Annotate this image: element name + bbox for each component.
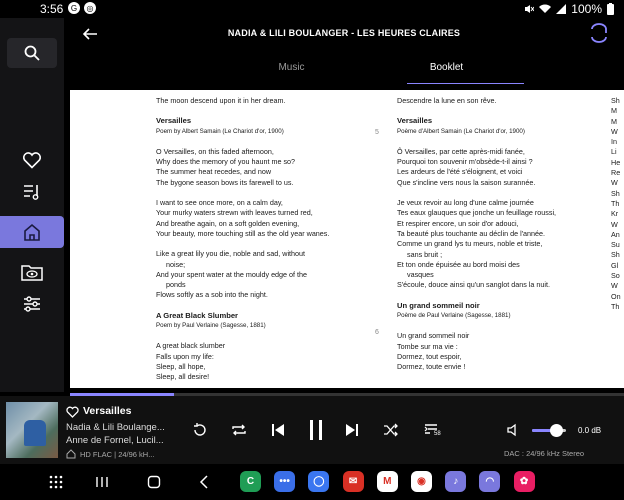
poem-credit: Poème de Paul Verlaine (Sagesse, 1881) bbox=[397, 312, 511, 320]
status-right bbox=[524, 2, 614, 16]
google-notification-icon: G bbox=[68, 2, 80, 14]
playlist-icon bbox=[22, 182, 42, 202]
status-bar bbox=[0, 0, 624, 18]
home-pill-icon bbox=[147, 475, 161, 489]
edge-fragment: He bbox=[611, 157, 621, 167]
mail-app[interactable] bbox=[343, 471, 364, 492]
pause-button[interactable] bbox=[304, 420, 328, 440]
replay-icon bbox=[192, 422, 208, 438]
poem-credit: Poem by Albert Samain (Le Chariot d'or, 1900) bbox=[156, 127, 284, 135]
poem-line: The moon descend upon it in her dream. bbox=[156, 96, 286, 105]
settings-button[interactable] bbox=[18, 290, 46, 318]
track-title: Versailles bbox=[83, 405, 132, 417]
poem-line: Sleep, all hope, bbox=[156, 361, 206, 371]
track-artist: Nadia & Lili Boulange... bbox=[66, 422, 165, 433]
edge-fragment: Th bbox=[611, 301, 620, 311]
like-heart-icon[interactable] bbox=[66, 406, 79, 418]
mail-icon: ✉ bbox=[348, 476, 358, 487]
poem-line: A great black slumber bbox=[156, 341, 226, 351]
repeat-button[interactable] bbox=[229, 420, 249, 440]
recents-button[interactable] bbox=[92, 472, 112, 492]
tab-booklet[interactable]: Booklet bbox=[369, 54, 524, 84]
messages-icon: ••• bbox=[279, 476, 290, 487]
poem-credit: Poème d'Albert Samain (Le Chariot d'or, 1900) bbox=[397, 127, 525, 135]
edge-fragment: An bbox=[611, 229, 620, 239]
poem-line: Your murky waters strewn with leaves turned red, bbox=[156, 208, 313, 218]
shuffle-icon bbox=[383, 423, 399, 437]
search-button[interactable] bbox=[7, 38, 57, 68]
poem-line: Dormez, toute envie ! bbox=[397, 362, 466, 372]
poem-line: The bygone season bows its farewell to us. bbox=[156, 177, 294, 187]
playlists-button[interactable] bbox=[18, 178, 46, 206]
poem-line: I want to see once more, on a calm day, bbox=[156, 198, 283, 208]
poem-line: ponds bbox=[166, 280, 186, 290]
header bbox=[64, 18, 624, 84]
battery-level: 100% bbox=[571, 2, 602, 16]
volume-db: 0.0 dB bbox=[578, 426, 602, 435]
stanza-gap bbox=[397, 321, 607, 331]
stanza-gap bbox=[156, 188, 356, 198]
skip-next-icon bbox=[345, 423, 359, 437]
edge-fragment: Sh bbox=[611, 250, 620, 260]
dac-info: DAC : 24/96 kHz Stereo bbox=[504, 449, 585, 458]
qobuz-app[interactable] bbox=[445, 471, 466, 492]
poem-line: vasques bbox=[407, 270, 434, 280]
edge-fragment: W bbox=[611, 178, 618, 188]
home-small-icon bbox=[66, 449, 76, 459]
stanza-gap bbox=[397, 137, 607, 147]
edge-fragment: In bbox=[611, 137, 617, 147]
folder-eye-icon bbox=[21, 262, 43, 282]
edge-fragment: W bbox=[611, 126, 618, 136]
home-button[interactable] bbox=[0, 216, 64, 248]
search-icon bbox=[24, 45, 40, 61]
gmail-app[interactable] bbox=[377, 471, 398, 492]
poem-line: And breathe again, on a soft golden evening, bbox=[156, 218, 300, 228]
signal-icon bbox=[556, 4, 566, 14]
qobuz-icon: ♪ bbox=[453, 476, 459, 487]
poem-line: Je veux revoir au long d'une calme journée bbox=[397, 198, 534, 208]
app-drawer-button[interactable] bbox=[46, 472, 66, 492]
volume-button[interactable] bbox=[504, 420, 524, 440]
sliders-icon bbox=[22, 294, 42, 314]
poem-line: Descendre la lune en son rêve. bbox=[397, 96, 497, 105]
album-art[interactable] bbox=[6, 402, 58, 458]
edge-fragment: M bbox=[611, 106, 617, 116]
poem-line: Comme un grand lys tu meurs, noble et triste, bbox=[397, 239, 543, 249]
page-number: 5 bbox=[375, 129, 379, 136]
shuffle-button[interactable] bbox=[381, 420, 401, 440]
edge-fragment: Th bbox=[611, 198, 620, 208]
booklet-page bbox=[70, 90, 624, 388]
status-notification-icons bbox=[68, 2, 96, 14]
flower-app[interactable] bbox=[514, 471, 535, 492]
skip-previous-icon bbox=[271, 423, 285, 437]
poem-line: S'écoule, douce ainsi qu'un sanglot dans la nuit. bbox=[397, 280, 550, 290]
edge-fragment: W bbox=[611, 219, 618, 229]
poem-line: Dormez, tout espoir, bbox=[397, 351, 462, 361]
poem-line: Et ton onde épuisée au bord moisi des bbox=[397, 259, 520, 269]
repeat-icon bbox=[231, 423, 247, 437]
speaker-icon bbox=[507, 423, 521, 437]
home-nav-button[interactable] bbox=[144, 472, 164, 492]
status-time: 3:56 bbox=[40, 2, 64, 16]
edge-fragment: Li bbox=[611, 147, 617, 157]
stanza-gap bbox=[397, 188, 607, 198]
tab-music[interactable]: Music bbox=[278, 62, 305, 73]
volume-slider-knob[interactable] bbox=[550, 424, 563, 437]
edge-fragment: Re bbox=[611, 168, 621, 178]
poem-title: Un grand sommeil noir bbox=[397, 300, 480, 310]
stanza-gap bbox=[156, 106, 356, 116]
poem-line: Sleep, all desire! bbox=[156, 372, 210, 382]
stanza-gap bbox=[156, 239, 356, 249]
app-logo-button[interactable] bbox=[588, 22, 610, 44]
edge-fragment: Gl bbox=[611, 260, 619, 270]
signal-icon: ◯ bbox=[313, 476, 325, 487]
edge-fragment: Su bbox=[611, 240, 620, 250]
back-chevron-icon bbox=[199, 475, 209, 489]
signal-app[interactable] bbox=[308, 471, 329, 492]
phone-icon: C bbox=[246, 476, 255, 487]
stanza-gap bbox=[156, 301, 356, 311]
poem-line: Falls upon my life: bbox=[156, 351, 214, 361]
poem-title: Versailles bbox=[397, 116, 433, 126]
stanza-gap bbox=[156, 331, 356, 341]
favorites-button[interactable] bbox=[18, 146, 46, 174]
poem-line: Les ardeurs de l'été s'éloignent, et voici bbox=[397, 167, 523, 177]
poem-line: Ta beauté plus touchante au déclin de l'année. bbox=[397, 228, 546, 238]
english-column bbox=[156, 96, 356, 383]
poem-line: Like a great lily you die, noble and sad, without bbox=[156, 249, 306, 259]
poem-title: Versailles bbox=[156, 116, 192, 126]
edge-fragment: Sh bbox=[611, 96, 620, 105]
flower-icon: ✿ bbox=[519, 476, 529, 487]
replay-button[interactable] bbox=[190, 420, 210, 440]
poem-line: Un grand sommeil noir bbox=[397, 331, 470, 341]
app-logo-icon bbox=[588, 22, 610, 44]
page-number: 6 bbox=[375, 329, 379, 336]
recents-icon bbox=[95, 475, 109, 489]
page-title: NADIA & LILI BOULANGER - LES HEURES CLAIRES bbox=[227, 28, 461, 38]
poem-line: Flows softly as a sob into the night. bbox=[156, 290, 268, 300]
phone-app[interactable] bbox=[240, 471, 261, 492]
chrome-icon: ◉ bbox=[417, 476, 426, 487]
battery-icon bbox=[607, 3, 614, 15]
system-nav-bar bbox=[0, 464, 624, 500]
music-app[interactable] bbox=[479, 471, 500, 492]
chrome-app[interactable] bbox=[411, 471, 432, 492]
french-column bbox=[397, 96, 607, 373]
poem-line: Pourquoi ton souvenir m'obsède-t-il ainsi ? bbox=[397, 157, 533, 167]
music-icon: ◠ bbox=[485, 476, 495, 487]
stanza-gap bbox=[397, 106, 607, 116]
wifi-icon bbox=[539, 4, 551, 14]
poem-line: Tes eaux glauques que jonche un feuillage roussi, bbox=[397, 208, 557, 218]
tab-bar bbox=[214, 54, 524, 84]
stanza-gap bbox=[156, 137, 356, 147]
edge-fragment: Kr bbox=[611, 209, 619, 219]
back-nav-button[interactable] bbox=[194, 472, 214, 492]
edge-fragment: On bbox=[611, 291, 621, 301]
heart-icon bbox=[22, 151, 42, 169]
stanza-gap bbox=[397, 291, 607, 301]
poem-line: Your beauty, more touching still as the old year wanes. bbox=[156, 228, 330, 238]
poem-line: Why does the memory of you haunt me so? bbox=[156, 157, 296, 167]
now-playing-bar bbox=[0, 396, 624, 464]
poem-credit: Poem by Paul Verlaine (Sagesse, 1881) bbox=[156, 322, 266, 330]
edge-fragment: M bbox=[611, 116, 617, 126]
poem-line: Et respirer encore, un soir d'or adouci, bbox=[397, 218, 519, 228]
poem-line: Tombe sur ma vie : bbox=[397, 341, 458, 351]
queue-count: 58 bbox=[434, 431, 441, 437]
grid-icon bbox=[49, 475, 63, 489]
poem-line: O Versailles, on this faded afternoon, bbox=[156, 146, 274, 156]
poem-line: Ô Versailles, par cette après-midi fanée, bbox=[397, 146, 525, 156]
poem-line: noise; bbox=[166, 259, 186, 269]
poem-line: And your spent water at the mouldy edge of the bbox=[156, 269, 308, 279]
discover-button[interactable] bbox=[18, 258, 46, 286]
poem-title: A Great Black Slumber bbox=[156, 310, 239, 320]
previous-button[interactable] bbox=[268, 420, 288, 440]
app-notification-icon: ◎ bbox=[84, 2, 96, 14]
edge-fragment: W bbox=[611, 281, 618, 291]
pause-icon bbox=[308, 419, 324, 441]
edge-fragment: Sh bbox=[611, 188, 620, 198]
track-performers: Anne de Fornel, Lucil... bbox=[66, 435, 164, 446]
edge-fragment: So bbox=[611, 271, 620, 281]
booklet-viewer[interactable] bbox=[64, 84, 624, 392]
left-rail bbox=[0, 18, 64, 392]
poem-line: The summer heat recedes, and now bbox=[156, 167, 272, 177]
quality-text: HD FLAC | 24/96 kH... bbox=[80, 449, 155, 459]
poem-line: sans bruit ; bbox=[407, 249, 443, 259]
messages-app[interactable] bbox=[274, 471, 295, 492]
poem-line: Que s'incline vers nous la saison surannée. bbox=[397, 177, 536, 187]
home-icon bbox=[22, 222, 42, 242]
next-column-edge bbox=[611, 96, 624, 312]
queue-button[interactable] bbox=[420, 420, 444, 440]
mute-icon bbox=[524, 4, 534, 14]
quality-info bbox=[66, 449, 154, 459]
next-button[interactable] bbox=[342, 420, 362, 440]
gmail-icon: M bbox=[383, 476, 392, 487]
